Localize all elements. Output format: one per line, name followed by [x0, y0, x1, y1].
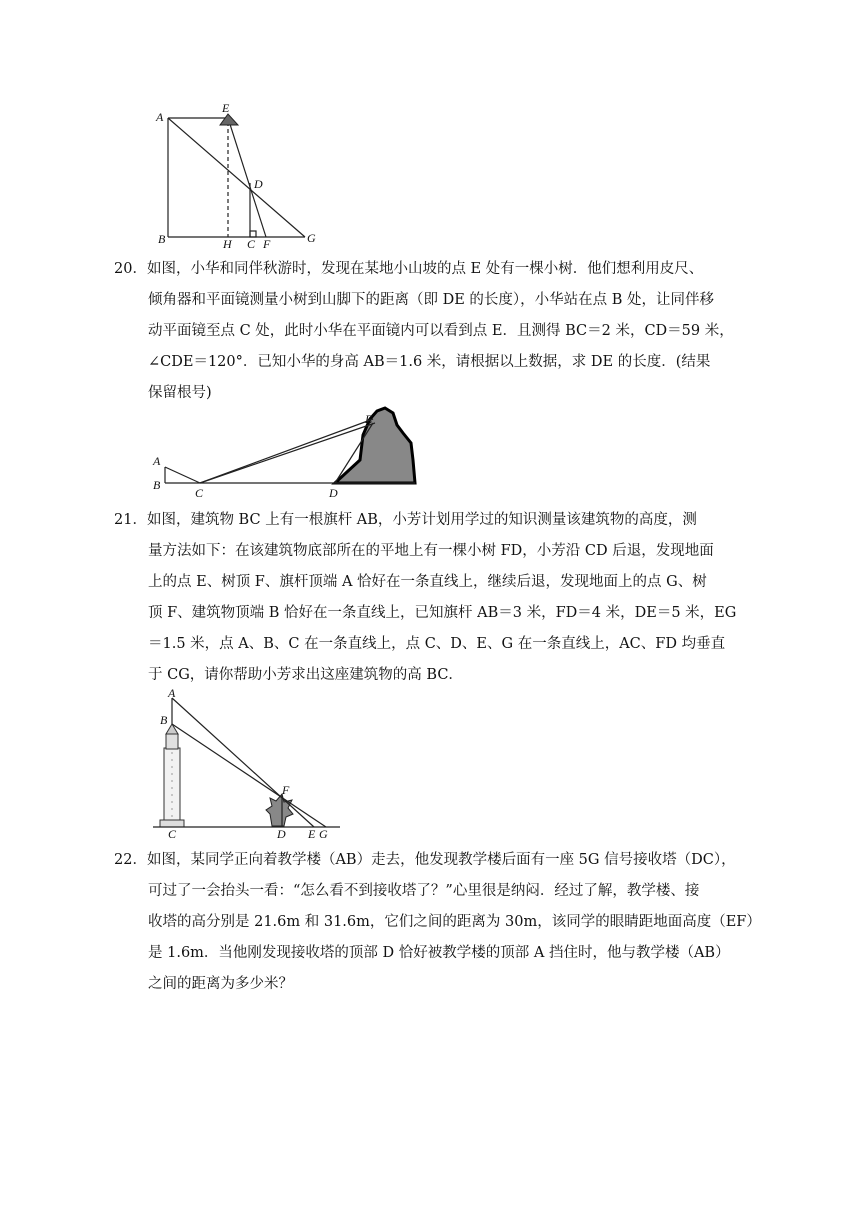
problem-20-line: ∠CDE＝120°．已知小华的身高 AB＝1.6 米，请根据以上数据，求 DE 的长度．(结果	[148, 354, 711, 370]
problem-number: 22．	[114, 852, 147, 868]
problem-21-line	[114, 505, 732, 536]
label-F: F	[282, 783, 290, 797]
problem-text: 如图，某同学正向着教学楼（AB）走去，他发现教学楼后面有一座 5G 信号接收塔（DC），	[146, 852, 736, 868]
label-D: D	[329, 486, 338, 500]
label-B: B	[153, 478, 161, 492]
figure-21	[148, 686, 348, 841]
problem-21-line: 于 CG，请你帮助小芳求出这座建筑物的高 BC．	[148, 667, 463, 683]
label-D: D	[254, 177, 263, 191]
problem-22-line: 是 1.6m．当他刚发现接收塔的顶部 D 恰好被教学楼的顶部 A 挡住时，他与教学楼（AB）	[148, 945, 730, 961]
problem-22-line: 可过了一会抬头一看：“怎么看不到接收塔了？”心里很是纳闷．经过了解，教学楼、接	[148, 883, 700, 899]
building-top	[166, 734, 178, 749]
label-B: B	[160, 713, 168, 727]
line-AC	[165, 467, 200, 483]
problem-21-line: ＝1.5 米，点 A、B、C 在一条直线上，点 C、D、E、G 在一条直线上，AC、FD 均垂直	[148, 636, 726, 652]
label-G: G	[319, 827, 328, 841]
label-C: C	[195, 486, 204, 500]
label-C: C	[168, 827, 177, 841]
problem-text: 如图，小华和同伴秋游时，发现在某地小山坡的点 E 处有一棵小树．他们想利用皮尺、	[146, 261, 704, 277]
label-E: E	[365, 412, 373, 426]
label-D: D	[277, 827, 286, 841]
label-H: H	[223, 237, 232, 250]
figure-19	[150, 100, 330, 250]
problem-21-line: 顶 F、建筑物顶端 B 恰好在一条直线上，已知旗杆 AB＝3 米，FD＝4 米，DE＝5 米，EG	[148, 605, 737, 621]
object-at-E	[220, 114, 238, 125]
problem-text: 如图，建筑物 BC 上有一根旗杆 AB，小芳计划用学过的知识测量该建筑物的高度，测	[146, 512, 697, 528]
problem-number: 21．	[114, 512, 147, 528]
tree	[266, 794, 293, 826]
problem-22	[114, 845, 761, 1000]
problem-20-line: 倾角器和平面镜测量小树到山脚下的距离（即 DE 的长度），小华站在点 B 处，让同伴移	[148, 292, 715, 308]
label-E: E	[308, 827, 316, 841]
problem-21	[114, 505, 737, 691]
label-C: C	[247, 237, 256, 250]
problem-20	[114, 254, 734, 409]
label-A: A	[156, 110, 164, 124]
problem-22-line: 之间的距离为多少米？	[148, 976, 293, 992]
problem-21-line: 量方法如下：在该建筑物底部所在的平地上有一棵小树 FD，小芳沿 CD 后退，发现地面	[148, 543, 714, 559]
line-AE	[172, 698, 314, 827]
problem-22-line: 收塔的高分别是 21.6m 和 31.6m，它们之间的距离为 30m，该同学的眼睛距地面高度（EF）	[148, 914, 761, 930]
problem-20-line: 动平面镜至点 C 处，此时小华在平面镜内可以看到点 E．且测得 BC＝2 米，CD＝59 米，	[148, 323, 734, 339]
building-roof	[166, 724, 178, 734]
problem-number: 20．	[114, 261, 147, 277]
line-BG	[172, 724, 326, 827]
label-B: B	[158, 232, 166, 246]
label-E: E	[222, 101, 230, 115]
problem-20-line	[114, 254, 732, 285]
label-F: F	[263, 237, 271, 250]
problem-21-line: 上的点 E、树顶 F、旗杆顶端 A 恰好在一条直线上，继续后退，发现地面上的点 G、树	[148, 574, 707, 590]
hill	[335, 408, 415, 483]
building-base	[160, 820, 184, 827]
line-AG	[168, 118, 305, 237]
figure-20	[145, 405, 435, 503]
problem-20-line: 保留根号)	[148, 385, 212, 401]
label-G: G	[307, 231, 316, 245]
problem-22-line	[114, 845, 736, 876]
label-A: A	[168, 686, 176, 700]
label-A: A	[153, 454, 161, 468]
